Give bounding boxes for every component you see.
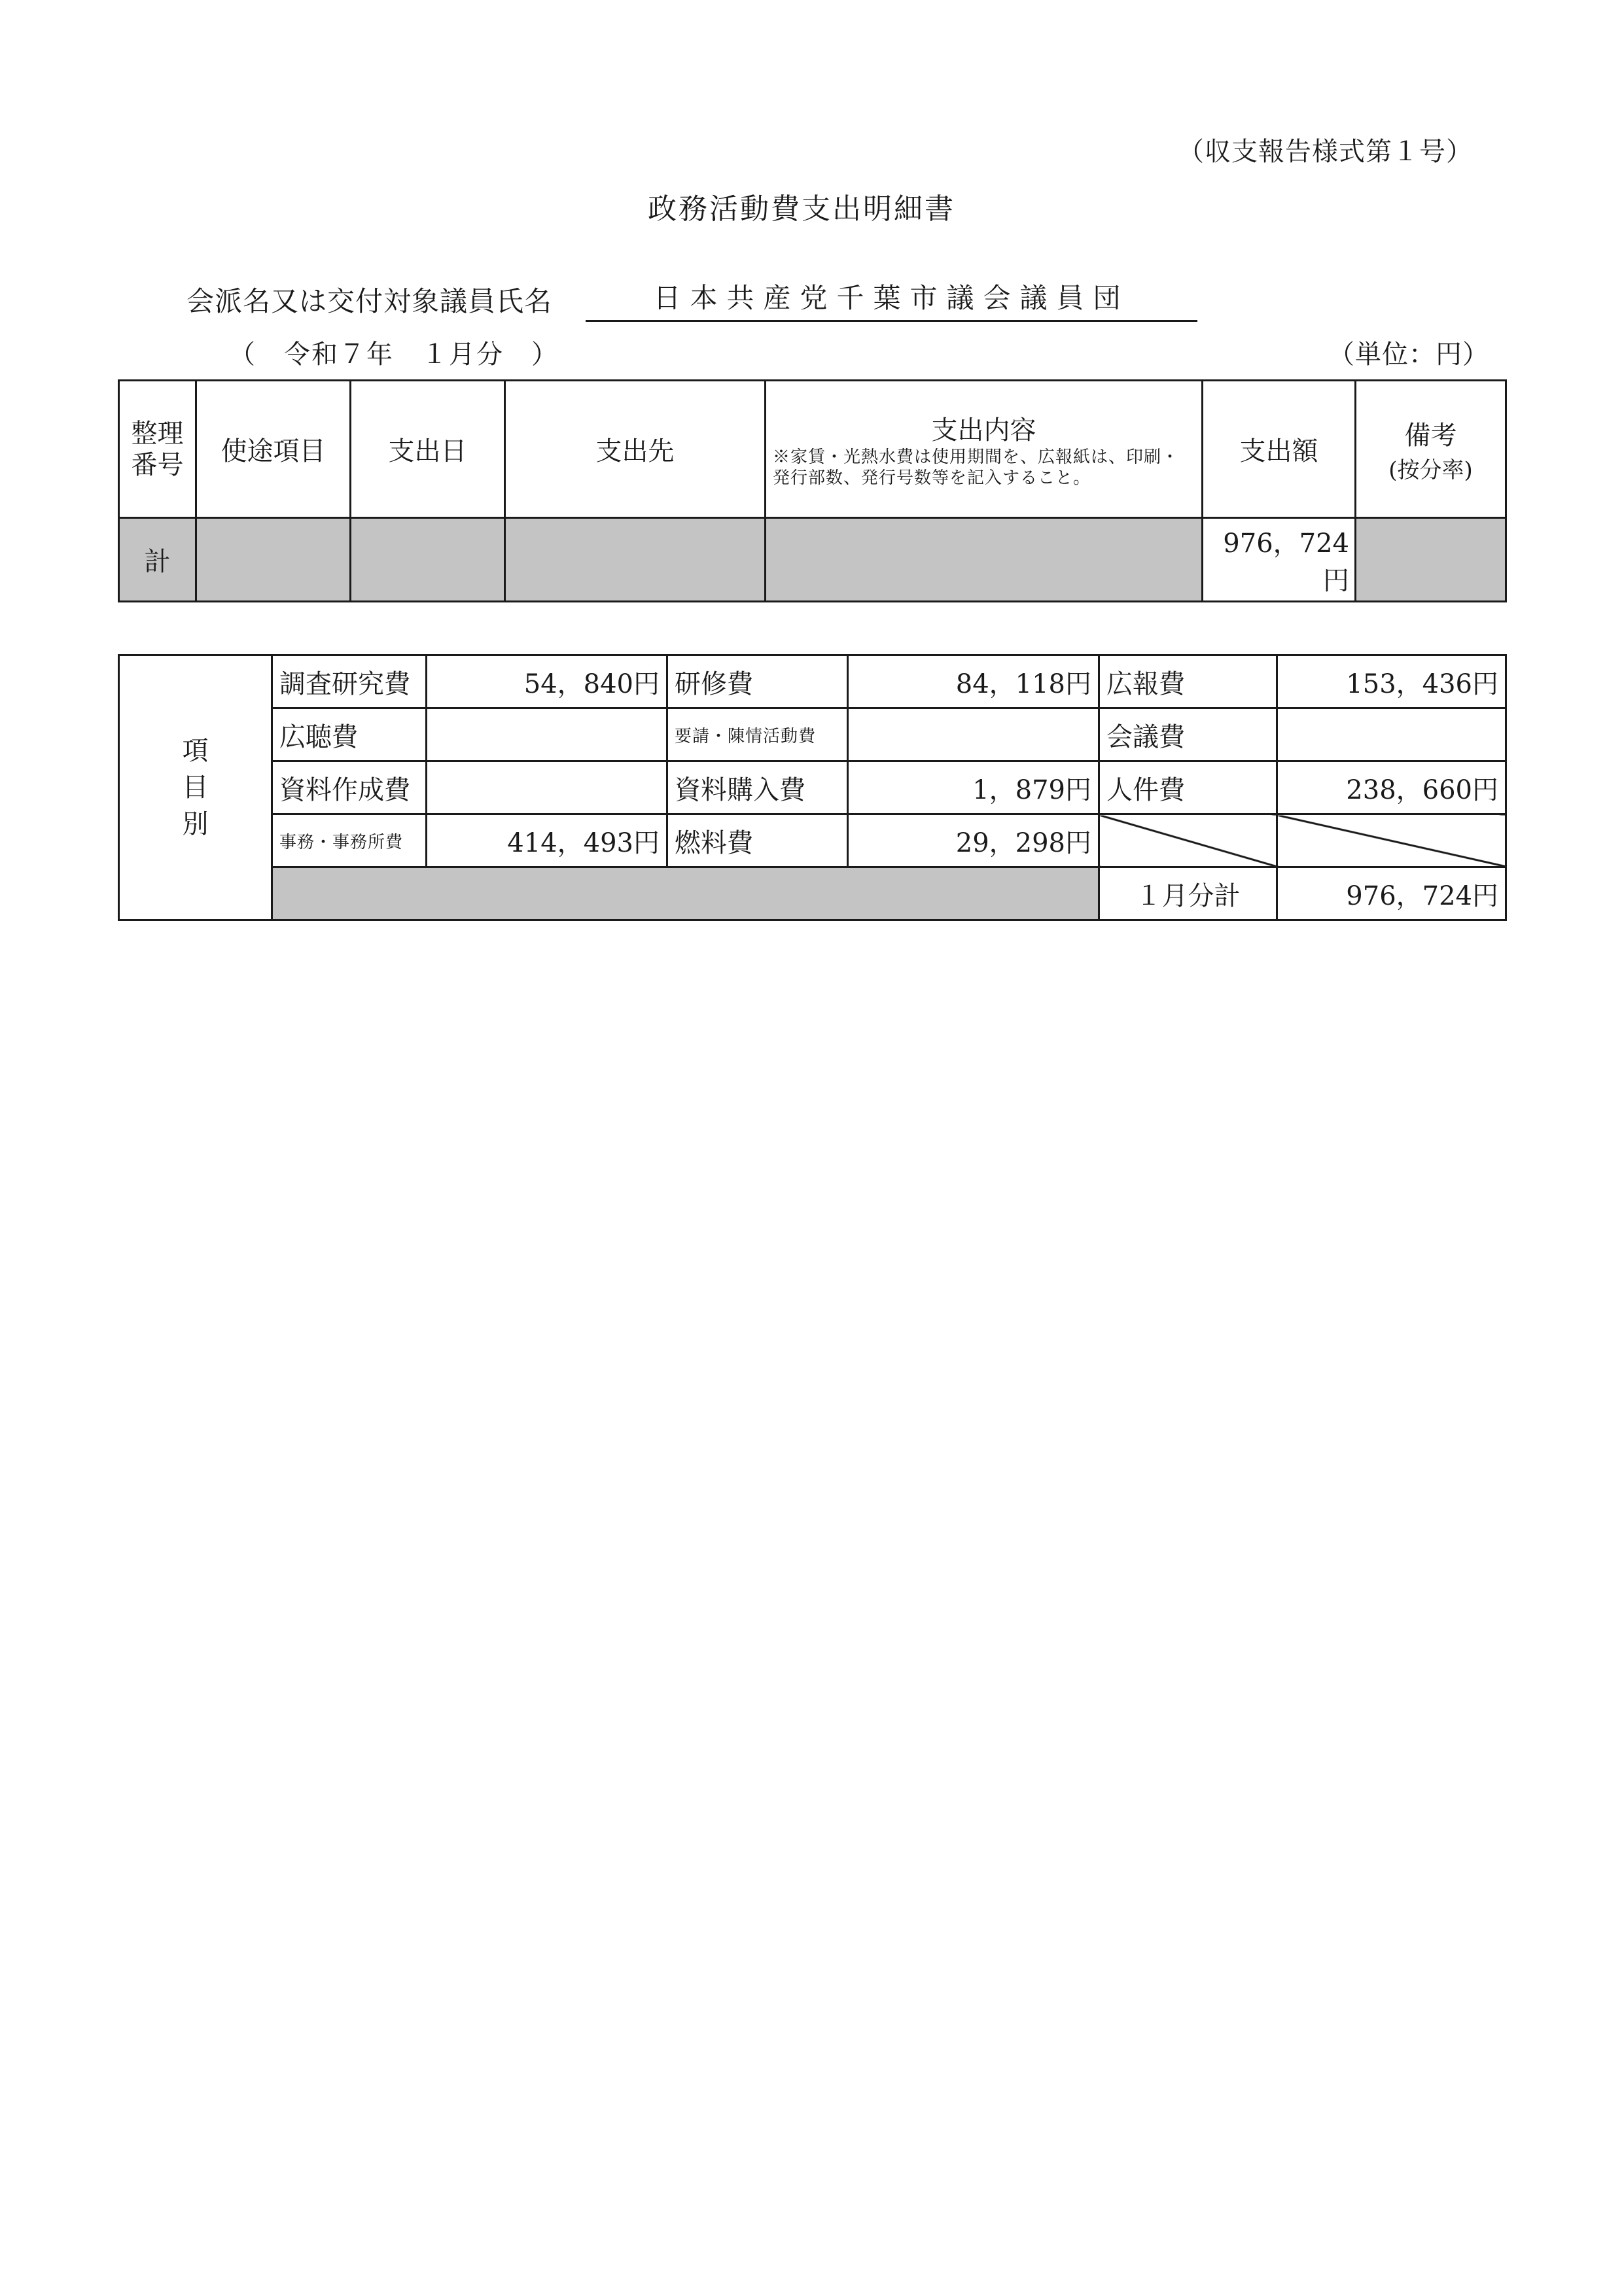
header-remarks-sub: (按分率) [1388, 457, 1473, 483]
unit-label: （単位：円） [1328, 339, 1489, 370]
header-row [119, 381, 1506, 518]
header-date: 支出日 [351, 381, 505, 518]
category-label: 資料購入費 [667, 761, 848, 814]
header-amount: 支出額 [1203, 381, 1356, 518]
header-content-title: 支出内容 [931, 415, 1036, 445]
category-amount: 414，493円 [427, 814, 667, 867]
category-row-3 [119, 761, 1506, 814]
category-row-4 [119, 814, 1506, 867]
category-amount: 1，879円 [848, 761, 1099, 814]
group-label: 会派名又は交付対象議員氏名 [186, 285, 553, 317]
diagonal-blank-cell [1099, 814, 1277, 867]
header-remarks [1356, 381, 1506, 518]
category-summary-table [118, 654, 1507, 921]
total-content-cell [766, 518, 1203, 602]
header-payee: 支出先 [505, 381, 766, 518]
category-label: 会議費 [1099, 708, 1277, 761]
header-content-note: ※家賃・光熱水費は使用期間を、広報紙は、印刷・発行部数、発行号数等を記入すること。 [773, 447, 1180, 488]
total-amount: 976，724円 [1203, 518, 1356, 602]
category-label: 広報費 [1099, 655, 1277, 708]
category-amount: 54，840円 [427, 655, 667, 708]
category-label: 広聴費 [272, 708, 427, 761]
total-remarks-cell [1356, 518, 1506, 602]
category-amount [848, 708, 1099, 761]
total-row [119, 518, 1506, 602]
monthly-total-label: １月分計 [1099, 867, 1277, 920]
category-label: 資料作成費 [272, 761, 427, 814]
category-label: 人件費 [1099, 761, 1277, 814]
category-label: 調査研究費 [272, 655, 427, 708]
total-label: 計 [119, 518, 196, 602]
shaded-blank-cell [272, 867, 1099, 920]
monthly-total-amount: 976，724円 [1277, 867, 1506, 920]
header-number: 整理番号 [119, 381, 196, 518]
category-label: 事務・事務所費 [272, 814, 427, 867]
document-title: 政務活動費支出明細書 [648, 192, 955, 226]
category-total-row [119, 867, 1506, 920]
category-amount: 29，298円 [848, 814, 1099, 867]
category-amount: 84，118円 [848, 655, 1099, 708]
total-purpose-cell [196, 518, 351, 602]
category-label: 研修費 [667, 655, 848, 708]
category-amount [427, 761, 667, 814]
category-amount [1277, 708, 1506, 761]
category-amount: 153，436円 [1277, 655, 1506, 708]
category-row-2 [119, 708, 1506, 761]
category-label: 燃料費 [667, 814, 848, 867]
form-number: （収支報告様式第１号） [1178, 137, 1473, 167]
category-side-label: 項目別 [119, 655, 272, 920]
header-purpose: 使途項目 [196, 381, 351, 518]
category-row-1 [119, 655, 1506, 708]
total-payee-cell [505, 518, 766, 602]
total-date-cell [351, 518, 505, 602]
period: （ 令和７年 １月分 ） [229, 339, 559, 370]
category-amount [427, 708, 667, 761]
diagonal-blank-cell [1277, 814, 1506, 867]
group-name: 日本共産党千葉市議会議員団 [586, 277, 1197, 322]
expenditure-detail-table [118, 379, 1507, 602]
category-label: 要請・陳情活動費 [667, 708, 848, 761]
category-amount: 238，660円 [1277, 761, 1506, 814]
header-remarks-title: 備考 [1404, 420, 1457, 451]
header-content [766, 381, 1203, 518]
